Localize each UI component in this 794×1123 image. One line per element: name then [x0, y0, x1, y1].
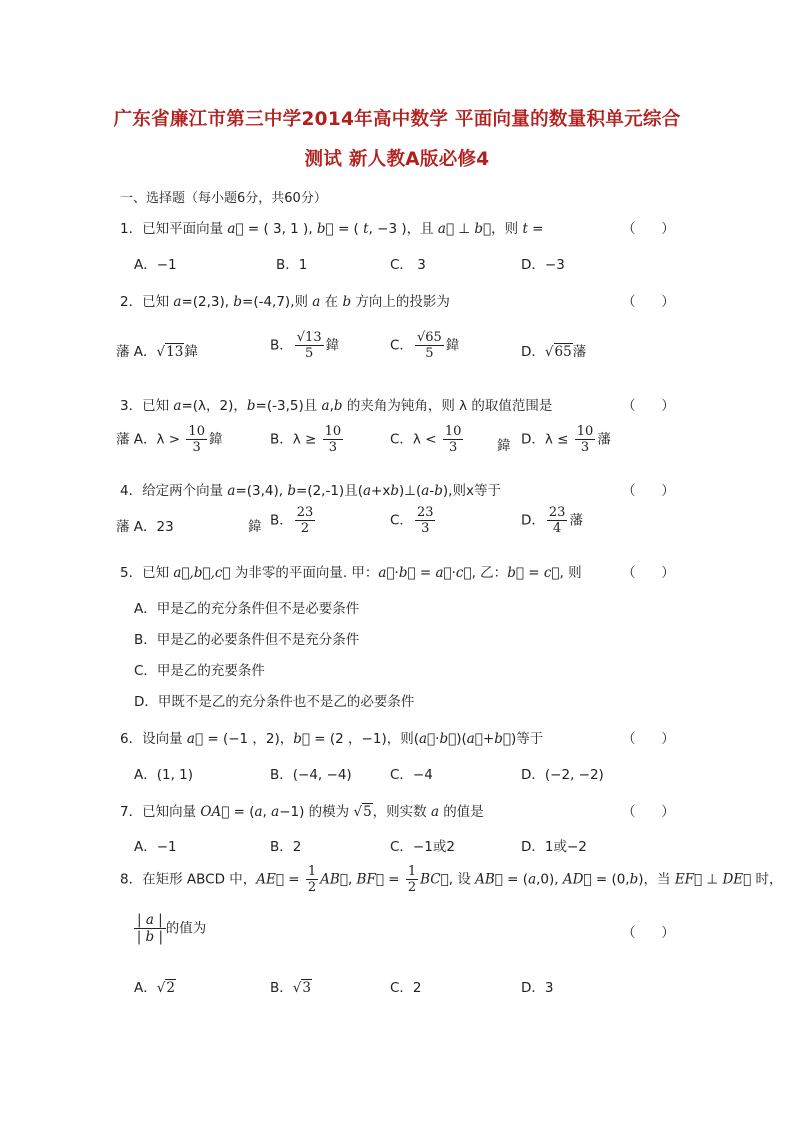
q2-prefix: 藩 A．√13鍏 [116, 344, 198, 360]
document-title-line1: 广东省廉江市第三中学2014年高中数学 平面向量的数量积单元综合 [113, 109, 681, 130]
answer-blank-2[interactable]: （ ） [622, 294, 675, 310]
q2-option-c: C． $\frac{√65}{5}$ 鍏 [390, 330, 460, 361]
q6-option-b: B．(−4, −4) [270, 767, 352, 783]
q4-option-a: 藩 A．23 [116, 519, 174, 535]
q8-option-a: A．√2 [134, 980, 175, 996]
question-8-stem-2: $\frac{| a |}{| b |}$ 的值为 [134, 912, 206, 952]
question-4-stem: 4．给定两个向量 a=(3,4), b=(2,-1)且(a+xb)⊥(a-b),则x等于 [120, 483, 501, 499]
answer-blank-5[interactable]: （ ） [622, 565, 675, 581]
question-1-stem: 1．已知平面向量 a⃗ = ( 3, 1 ), b⃗ = ( t, −3 )，且 a⃗ ⊥ b⃗，则 t = [120, 221, 544, 237]
q8-option-d: D．3 [521, 980, 554, 996]
question-6-stem: 6．设向量 a⃗ = (−1 ，2)，b⃗ = (2 ，−1)，则(a⃗·b⃗)(a⃗+b⃗)等于 [120, 731, 544, 747]
answer-blank-6[interactable]: （ ） [622, 731, 675, 747]
q3-options-row [0, 424, 794, 464]
q4-sep: 鍏 [248, 519, 262, 535]
question-3-stem: 3．已知 a=(λ，2)，b=(-3,5)且 a,b 的夹角为钝角，则 λ 的取值范围是 [120, 398, 553, 414]
q5-option-d: D．甲既不是乙的充分条件也不是乙的必要条件 [134, 694, 415, 710]
q4-option-c: C． $\frac{23}{3}$ [390, 505, 434, 536]
q5-option-b: B．甲是乙的必要条件但不是充分条件 [134, 632, 360, 648]
q1-option-c: C． 3 [390, 257, 426, 273]
answer-blank-8[interactable]: （ ） [622, 925, 675, 941]
q7-option-c: C．−1或2 [390, 839, 455, 855]
q1-option-d: D．−3 [521, 257, 565, 273]
q7-option-d: D．1或−2 [521, 839, 587, 855]
q3-option-a: 藩 A．λ > $\frac{10}{3}$ 鍏 [116, 424, 223, 455]
q6-option-a: A．(1, 1) [134, 767, 194, 783]
q6-option-d: D．(−2, −2) [521, 767, 604, 783]
q6-option-c: C．−4 [390, 767, 433, 783]
q3-sep: 鍏 [497, 438, 511, 454]
q2-options-row [0, 330, 794, 370]
q2-option-d: D．√65藩 [521, 344, 587, 360]
q4-option-b: B． $\frac{23}{2}$ [270, 505, 314, 536]
question-8-stem: 8．在矩形 ABCD 中，AE⃗ = $\frac{1}{2}$ AB⃗, BF⃗ = $\frac{1}{2}$ BC⃗, 设 AB⃗ = (a,0), AD⃗ = (0,b)，当 EF⃗ ⊥ DE⃗ 时， [120, 864, 783, 895]
answer-blank-7[interactable]: （ ） [622, 804, 675, 820]
q3-option-c: C．λ < $\frac{10}{3}$ [390, 424, 462, 455]
q3-option-b: B．λ ≥ $\frac{10}{3}$ [270, 424, 342, 455]
q4-options-row [0, 505, 794, 545]
question-2-stem: 2．已知 a=(2,3), b=(-4,7),则 a 在 b 方向上的投影为 [120, 294, 450, 310]
q1-option-b: B．1 [276, 257, 308, 273]
answer-blank-1[interactable]: （ ） [622, 221, 675, 237]
q5-option-a: A．甲是乙的充分条件但不是必要条件 [134, 601, 360, 617]
q7-option-a: A．−1 [134, 839, 177, 855]
question-7-stem: 7．已知向量 OA⃗ = (a, a−1) 的模为 √5，则实数 a 的值是 [120, 804, 484, 820]
q8-option-b: B．√3 [270, 980, 311, 996]
answer-blank-4[interactable]: （ ） [622, 483, 675, 499]
section-heading: 一、选择题（每小题6分，共60分） [120, 191, 327, 206]
q7-option-b: B．2 [270, 839, 302, 855]
question-5-stem: 5．已知 a⃗,b⃗,c⃗ 为非零的平面向量. 甲：a⃗·b⃗ = a⃗·c⃗, 乙：b⃗ = c⃗, 则 [120, 565, 582, 581]
q3-option-d: D．λ ≤ $\frac{10}{3}$ 藩 [521, 424, 611, 455]
q4-option-d: D． $\frac{23}{4}$ 藩 [521, 505, 583, 536]
document-title-line2: 测试 新人教A版必修4 [304, 149, 490, 170]
q5-option-c: C．甲是乙的充要条件 [134, 663, 265, 679]
answer-blank-3[interactable]: （ ） [622, 398, 675, 414]
q2-option-b: B． $\frac{√13}{5}$ 鍏 [270, 330, 340, 361]
q8-option-c: C．2 [390, 980, 422, 996]
q1-option-a: A．−1 [134, 257, 177, 273]
